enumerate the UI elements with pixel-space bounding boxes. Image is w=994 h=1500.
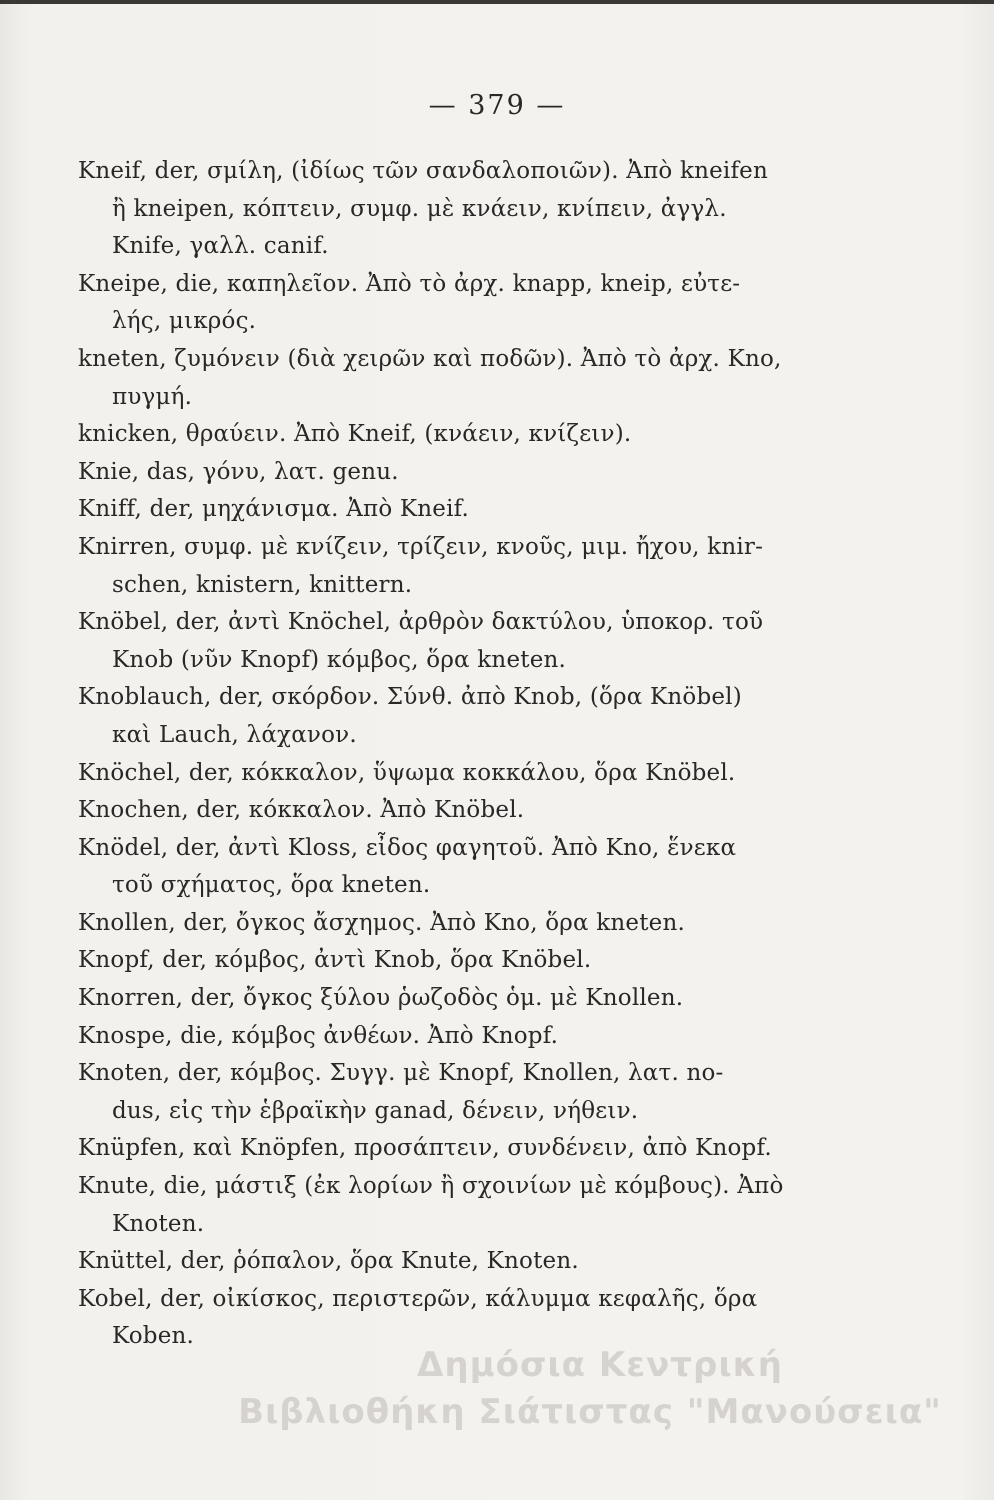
entry-continuation-line: dus, εἰς τὴν ἑβραϊκὴν ganad, δένειν, νήθειν. <box>112 1097 639 1124</box>
entry-line: knicken, θραύειν. Ἀπὸ Kneif, (κνάειν, κνίζειν). <box>78 421 632 448</box>
entry-continuation-line: πυγμή. <box>112 383 193 410</box>
entry-continuation-line: λής, μικρός. <box>112 308 257 335</box>
entry-line: Knödel, der, ἀντὶ Kloss, εἶδος φαγητοῦ. Ἀπὸ Kno, ἕνεκα <box>78 834 737 861</box>
entry-line: Knochen, der, κόκκαλον. Ἀπὸ Knöbel. <box>78 797 525 824</box>
watermark-line-2: Βιβλιοθήκη Σιάτιστας "Μανούσεια" <box>238 1392 942 1432</box>
entry-continuation-line: τοῦ σχήματος, ὅρα kneten. <box>112 872 431 899</box>
watermark-line-1: Δημόσια Κεντρική <box>417 1345 783 1385</box>
entry-line: Knospe, die, κόμβος ἀνθέων. Ἀπὸ Knopf. <box>78 1022 559 1049</box>
entry-continuation-line: Knoten. <box>112 1210 205 1237</box>
entry-line: Knüttel, der, ῥόπαλον, ὅρα Knute, Knoten. <box>78 1248 579 1275</box>
entry-line: Kneipe, die, καπηλεῖον. Ἀπὸ τὸ ἀρχ. knapp, kneip, εὐτε- <box>78 270 741 297</box>
entry-line: Kniff, der, μηχάνισμα. Ἀπὸ Kneif. <box>78 496 470 523</box>
entry-continuation-line: ἢ kneipen, κόπτειν, συμφ. μὲ κνάειν, κνίπειν, ἀγγλ. <box>112 195 727 222</box>
entry-line: Knöchel, der, κόκκαλον, ὕψωμα κοκκάλου, ὅρα Knöbel. <box>78 759 736 786</box>
page-number: — 379 — <box>428 90 566 121</box>
entry-line: Knorren, der, ὄγκος ξύλου ῥωζοδὸς ὁμ. μὲ Knollen. <box>78 985 684 1012</box>
entry-line: Kneif, der, σμίλη, (ἰδίως τῶν σανδαλοποιῶν). Ἀπὸ kneifen <box>78 158 768 184</box>
entry-line: Kobel, der, οἰκίσκος, περιστερῶν, κάλυμμα κεφαλῆς, ὅρα <box>78 1285 758 1312</box>
entry-line: Knoblauch, der, σκόρδον. Σύνθ. ἀπὸ Knob, (ὅρα Knöbel) <box>78 684 742 711</box>
entry-line: kneten, ζυμόνειν (διὰ χειρῶν καὶ ποδῶν). Ἀπὸ τὸ ἀρχ. Kno, <box>78 345 782 372</box>
entry-line: Knollen, der, ὄγκος ἄσχημος. Ἀπὸ Kno, ὅρα kneten. <box>78 909 685 936</box>
entry-line: Knute, die, μάστιξ (ἐκ λορίων ἢ σχοινίων μὲ κόμβους). Ἀπὸ <box>78 1173 784 1200</box>
entry-line: Knie, das, γόνυ, λατ. genu. <box>78 458 399 485</box>
entry-continuation-line: καὶ Lauch, λάχανον. <box>112 721 357 748</box>
entry-continuation-line: Knife, γαλλ. canif. <box>112 233 329 260</box>
page-edge-line <box>0 0 994 4</box>
entry-continuation-line: Koben. <box>112 1323 195 1350</box>
entry-line: Knopf, der, κόμβος, ἀντὶ Knob, ὅρα Knöbel. <box>78 947 592 974</box>
dictionary-entries <box>78 153 938 1356</box>
entry-continuation-line: schen, knistern, knittern. <box>112 571 413 598</box>
entry-line: Knoten, der, κόμβος. Συγγ. μὲ Knopf, Knollen, λατ. no- <box>78 1060 724 1087</box>
entry-line: Knöbel, der, ἀντὶ Knöchel, ἀρθρὸν δακτύλου, ὑποκορ. τοῦ <box>78 609 764 636</box>
entry-line: Knirren, συμφ. μὲ κνίζειν, τρίζειν, κνοῦς, μιμ. ἤχου, knir- <box>78 533 764 560</box>
entry-continuation-line: Knob (νῦν Knopf) κόμβος, ὅρα kneten. <box>112 646 567 673</box>
entry-line: Knüpfen, καὶ Knöpfen, προσάπτειν, συνδένειν, ἀπὸ Knopf. <box>78 1135 772 1162</box>
